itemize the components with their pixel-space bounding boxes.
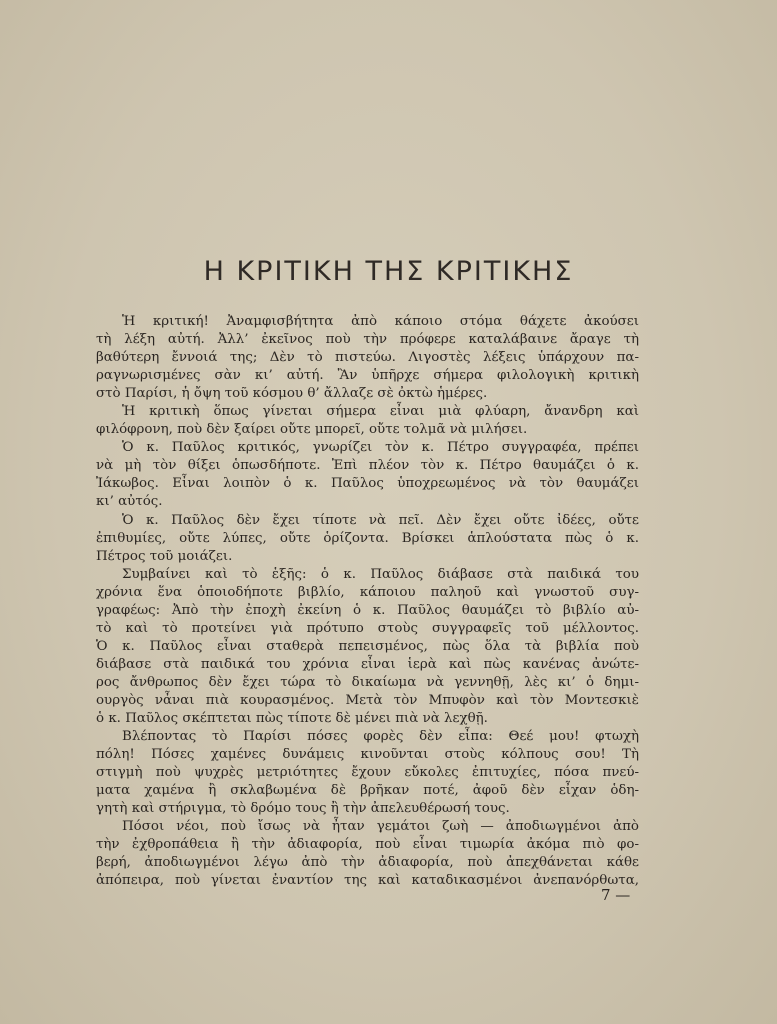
text-line: γραφέως: Ἀπὸ τὴν ἐποχὴ ἐκείνη ὁ κ. Παῦλος θαυμάζει τὸ βιβλίο αὐ- (96, 602, 639, 618)
text-line: στιγμὴ ποὺ ψυχρὲς μετριότητες ἔχουν εὔκολες ἐπιτυχίες, πόσα πνεύ- (96, 765, 639, 781)
text-line: Βλέποντας τὸ Παρίσι πόσες φορὲς δὲν εἶπα: Θεέ μου! φτωχὴ (122, 729, 639, 745)
text-line: ὁ κ. Παῦλος σκέπτεται πὼς τίποτε δὲ μένει πιὰ νὰ λεχθῇ. (96, 711, 488, 727)
text-line: Ὁ κ. Παῦλος εἶναι σταθερὰ πεπεισμένος, πὼς ὅλα τὰ βιβλία ποὺ (96, 638, 639, 654)
text-line: χρόνια ἕνα ὁποιοδήποτε βιβλίο, κάποιου παληοῦ καὶ γνωστοῦ συγ- (96, 584, 639, 600)
text-line: Συμβαίνει καὶ τὸ ἑξῆς: ὁ κ. Παῦλος διάβασε στὰ παιδικά του (122, 566, 639, 582)
text-line: ουργὸς νἆναι πιὰ κουρασμένος. Μετὰ τὸν Μπυφὸν καὶ τὸν Μοντεσκιὲ (96, 692, 639, 708)
text-line: ραγνωρισμένες σὰν κι’ αὐτή. Ἂν ὑπῆρχε σήμερα φιλολογικὴ κριτικὴ (96, 368, 639, 384)
text-line: τὴ λέξη αὐτή. Ἀλλ’ ἐκεῖνος ποὺ τὴν πρόφερε καταλάβαινε ἄραγε τὴ (96, 332, 639, 348)
text-line: βαθύτερη ἔννοιά της; Δὲν τὸ πιστεύω. Λιγοστὲς λέξεις ὑπάρχουν πα- (96, 350, 639, 366)
text-line: Ὁ κ. Παῦλος δὲν ἔχει τίποτε νὰ πεῖ. Δὲν ἔχει οὔτε ἰδέες, οὔτε (122, 512, 639, 528)
text-line: ἀπόπειρα, ποὺ γίνεται ἐναντίον της καὶ καταδικασμένοι ἀνεπανόρθωτα, (96, 873, 639, 889)
page-number: 7 — (601, 886, 631, 904)
text-line: βερή, ἀποδιωγμένοι λέγω ἀπὸ τὴν ἀδιαφορία, ποὺ ἀπεχθάνεται κάθε (96, 855, 639, 871)
body-text (96, 313, 639, 891)
text-line: Πόσοι νέοι, ποὺ ἴσως νὰ ἦταν γεμάτοι ζωὴ — ἀποδιωγμένοι ἀπὸ (122, 819, 639, 835)
text-line: Ἡ κριτική! Ἀναμφισβήτητα ἀπὸ κάποιο στόμα θάχετε ἀκούσει (122, 314, 639, 329)
text-line: τὸ καὶ τὸ προτείνει γιὰ πρότυπο στοὺς συγγραφεῖς τοῦ μέλλοντος. (96, 620, 639, 636)
text-line: στὸ Παρίσι, ἡ ὄψη τοῦ κόσμου θ’ ἄλλαζε σὲ ὀκτὼ ἡμέρες. (96, 386, 488, 402)
text-line: Ὁ κ. Παῦλος κριτικός, γνωρίζει τὸν κ. Πέτρο συγγραφέα, πρέπει (122, 440, 639, 456)
chapter-title: Η ΚΡΙΤΙΚΗ ΤΗΣ ΚΡΙΤΙΚΗΣ (203, 256, 574, 287)
text-line: Πέτρος τοῦ μοιάζει. (96, 548, 233, 564)
text-line: διάβασε στὰ παιδικά του χρόνια εἶναι ἱερὰ καὶ πὼς κανένας ἀνώτε- (96, 656, 639, 672)
text-line: κι’ αὐτός. (96, 494, 163, 510)
text-line: ματα χαμένα ἢ σκλαβωμένα δὲ βρῆκαν ποτέ, ἀφοῦ δὲν εἶχαν ὁδη- (96, 783, 639, 799)
text-line: ἐπιθυμίες, οὔτε λύπες, οὔτε ὁρίζοντα. Βρίσκει ἁπλούστατα πὼς ὁ κ. (96, 530, 639, 546)
text-line: γητὴ καὶ στήριγμα, τὸ δρόμο τους ἢ τὴν ἀπελευθέρωσή τους. (96, 801, 510, 817)
text-line: νὰ μὴ τὸν θίξει ὁπωσδήποτε. Ἐπὶ πλέον τὸν κ. Πέτρο θαυμάζει ὁ κ. (96, 458, 639, 474)
text-line: Ἡ κριτικὴ ὅπως γίνεται σήμερα εἶναι μιὰ φλύαρη, ἄνανδρη καὶ (122, 404, 639, 420)
text-line: πόλη! Πόσες χαμένες δυνάμεις κινοῦνται στοὺς κόλπους σου! Τὴ (96, 747, 639, 763)
text-line: φιλόφρονη, ποὺ δὲν ξαίρει οὔτε μπορεῖ, οὔτε τολμᾶ νὰ μιλήσει. (96, 422, 528, 438)
text-line: Ἰάκωβος. Εἶναι λοιπὸν ὁ κ. Παῦλος ὑποχρεωμένος νὰ τὸν θαυμάζει (96, 476, 639, 492)
text-line: τὴν ἐχθροπάθεια ἢ τὴν ἀδιαφορία, ποὺ εἶναι τιμωρία ἀκόμα πιὸ φο- (96, 837, 639, 853)
text-line: ρος ἄνθρωπος δὲν ἔχει τώρα τὸ δικαίωμα νὰ γεννηθῇ, λὲς κι’ ὁ δημι- (96, 674, 639, 690)
